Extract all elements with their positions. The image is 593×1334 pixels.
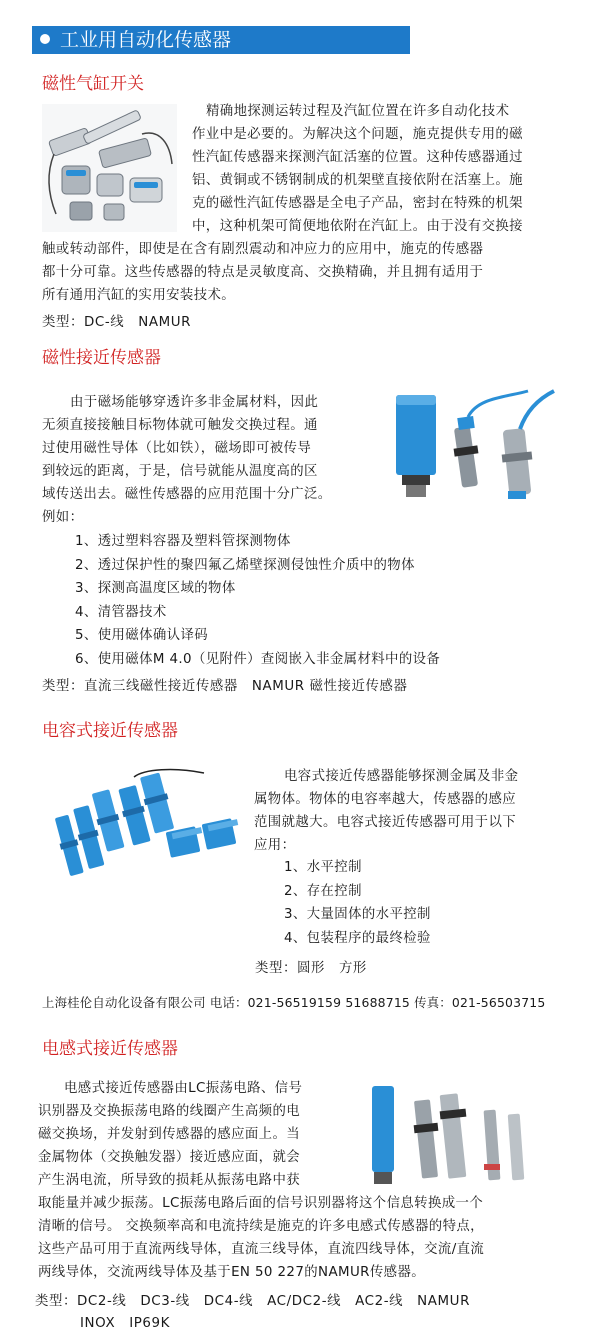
section-title-capacitive: 电容式接近传感器 [42, 721, 178, 741]
text-line: 域传送出去。磁性传感器的应用范围十分广泛。 [42, 487, 332, 502]
text-line: 这些产品可用于直流两线导体，直流三线导体，直流四线导体，交流/直流 [38, 1242, 485, 1257]
section-title-magnetic-proximity: 磁性接近传感器 [42, 348, 161, 368]
magnetic-cylinder-type: 类型：DC-线 NAMUR [42, 315, 192, 330]
text-line: 产生涡电流，所导致的损耗从振荡电路中获 [38, 1173, 301, 1188]
text-line: 作业中是必要的。为解决这个问题，施克提供专用的磁 [192, 127, 523, 142]
banner-title: 工业用自动化传感器 [60, 29, 232, 51]
text-line: 识别器及交换振荡电路的线圈产生高频的电 [38, 1104, 301, 1119]
text-line: 所有通用汽缸的实用安装技术。 [42, 288, 236, 303]
capacitive-description [254, 765, 566, 857]
list-item: 4、包装程序的最终检验 [284, 930, 431, 946]
text-line: 应用： [254, 838, 296, 853]
text-line: 性汽缸传感器来探测汽缸活塞的位置。这种传感器通过 [192, 150, 523, 165]
text-line: 到较远的距离，于是，信号就能从温度高的区 [42, 464, 318, 479]
text-line: 范围就越大。电容式接近传感器可用于以下 [254, 815, 517, 830]
magnetic-proximity-application-list [75, 530, 440, 671]
list-item: 4、清管器技术 [75, 604, 167, 620]
magnetic-proximity-type: 类型：直流三线磁性接近传感器 NAMUR 磁性接近传感器 [42, 679, 408, 694]
section-title-inductive: 电感式接近传感器 [42, 1039, 178, 1059]
section-title-magnetic-cylinder: 磁性气缸开关 [42, 74, 144, 94]
company-contact: 上海桂伦自动化设备有限公司 电话：021-56519159 51688715 传真：021-56503715 [42, 995, 546, 1010]
text-line: 取能量并减少振荡。LC振荡电路后面的信号识别器将这个信息转换成一个 [38, 1196, 484, 1211]
capacitive-application-list [284, 856, 431, 950]
text-line: 触或转动部件，即使是在含有剧烈震动和冲应力的应用中，施克的传感器 [42, 242, 484, 257]
text-line: 过使用磁性导体（比如铁），磁场即可被传导 [42, 441, 312, 456]
text-line: 铝、黄铜或不锈钢制成的机架壁直接依附在活塞上。施 [192, 173, 523, 188]
inductive-type-line-2: INOX IP69K [80, 1316, 171, 1331]
text-line: 无须直接接触目标物体就可触发交换过程。通 [42, 418, 318, 433]
text-line: 都十分可靠。这些传感器的特点是灵敏度高、交换精确，并且拥有适用于 [42, 265, 484, 280]
bullet-dot-icon [40, 34, 50, 44]
text-line: 两线导体，交流两线导体及基于EN 50 227的NAMUR传感器。 [38, 1265, 426, 1280]
magnetic-proximity-sensors-photo [388, 387, 560, 505]
text-line: 精确地探测运转过程及汽缸位置在许多自动化技术 [206, 104, 510, 119]
list-item: 2、透过保护性的聚四氟乙烯壁探测侵蚀性介质中的物体 [75, 557, 415, 573]
list-item: 3、探测高温度区域的物体 [75, 581, 236, 596]
text-line: 由于磁场能够穿透许多非金属材料，因此 [70, 395, 319, 410]
list-item: 1、水平控制 [284, 860, 362, 875]
text-line: 例如： [42, 510, 84, 525]
text-line: 电容式接近传感器能够探测金属及非金 [284, 769, 519, 784]
capacitive-type: 类型：圆形 方形 [255, 961, 367, 976]
list-item: 2、存在控制 [284, 883, 362, 899]
page-banner [32, 26, 410, 54]
text-line: 磁交换场，并发射到传感器的感应面上。当 [38, 1127, 301, 1142]
text-line: 克的磁性汽缸传感器是全电子产品，密封在特殊的机架 [192, 196, 523, 211]
list-item: 3、大量固体的水平控制 [284, 907, 431, 922]
text-line: 属物体。物体的电容率越大，传感器的感应 [254, 792, 517, 807]
text-line: 金属物体（交换触发器）接近感应面，就会 [38, 1150, 301, 1165]
text-line: 电感式接近传感器由LC振荡电路、信号 [64, 1081, 303, 1096]
text-line: 中，这种机架可简便地依附在汽缸上。由于没有交换接 [192, 219, 523, 234]
inductive-description [38, 1077, 568, 1284]
magnetic-proximity-description [42, 391, 372, 529]
text-line: 清晰的信号。 交换频率高和电流持续是施克的许多电感式传感器的特点， [38, 1219, 484, 1234]
inductive-type-line-1: 类型：DC2-线 DC3-线 DC4-线 AC/DC2-线 AC2-线 NAMUR [35, 1294, 470, 1309]
list-item: 5、使用磁体确认译码 [75, 628, 209, 643]
list-item: 1、透过塑料容器及塑料管探测物体 [75, 534, 291, 549]
magnetic-cylinder-description [42, 100, 567, 307]
capacitive-sensors-photo [44, 767, 244, 877]
list-item: 6、使用磁体M 4.0（见附件）查阅嵌入非金属材料中的设备 [75, 651, 441, 667]
